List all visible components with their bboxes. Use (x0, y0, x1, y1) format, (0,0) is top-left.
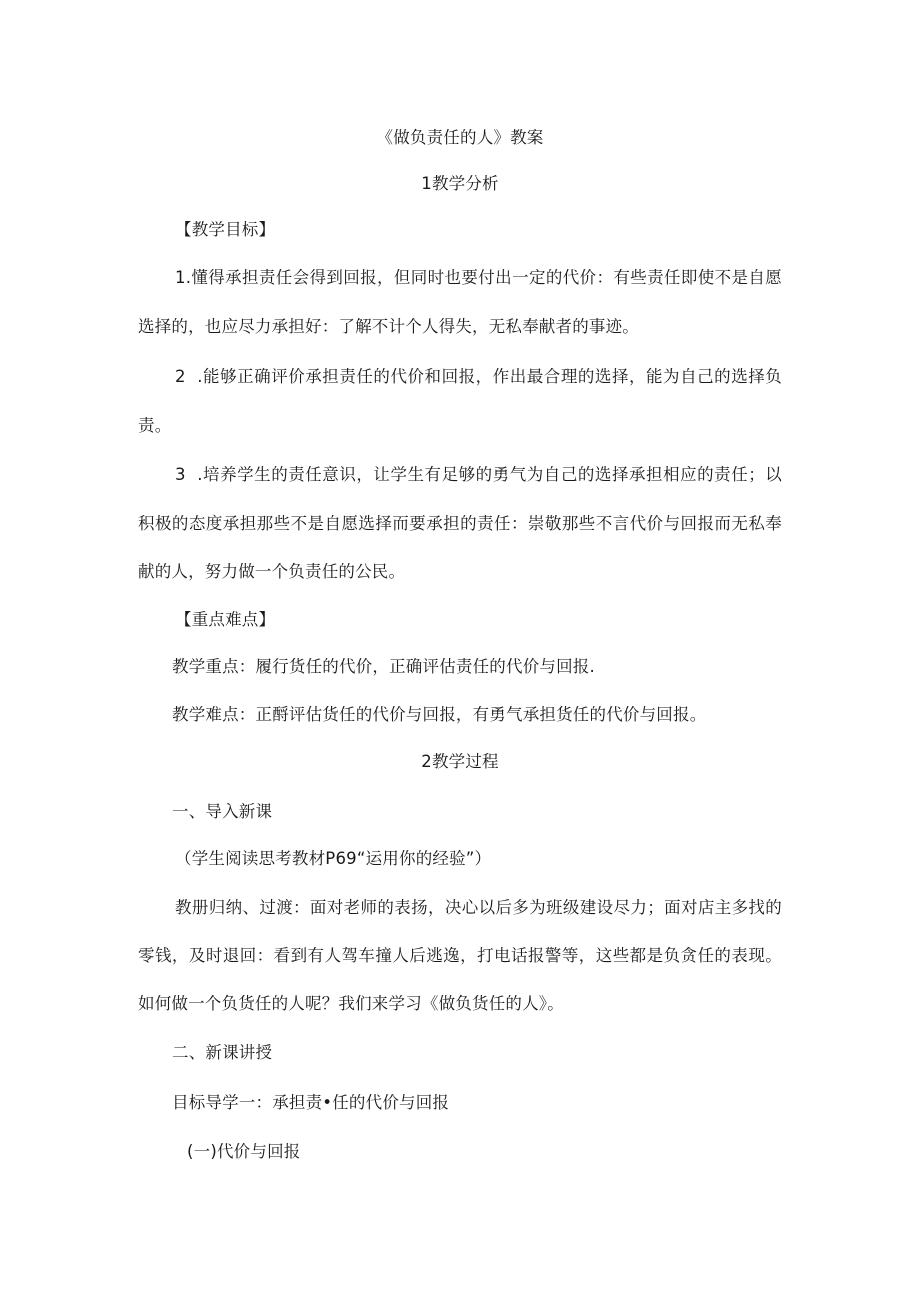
part-2-heading: 二、新课讲授 (172, 1043, 273, 1062)
part-1-note: （学生阅读思考教材P69“运用你的经验”） (175, 849, 492, 868)
section-heading-process: 2教学过程 (421, 752, 499, 771)
subsection-1-heading: (一)代价与回报 (187, 1142, 301, 1161)
part-1-paragraph-line-3: 如何做一个负货任的人呢？我们来学习《做负货任的人》。 (138, 994, 564, 1013)
objective-2-line-2: 责。 (138, 416, 172, 435)
keypoints-heading: 【重点难点】 (175, 610, 276, 629)
teaching-keypoint: 教学重点：履行货任的代价，正确评估责任的代价与回报. (172, 657, 595, 676)
objective-2-line-1: 2 .能够正确评价承担责任的代价和回报，作出最合理的选择，能为自己的选择负 (175, 367, 782, 386)
objectives-heading: 【教学目标】 (175, 220, 276, 239)
objective-3-line-1: 3 .培养学生的责任意识，让学生有足够的勇气为自己的选择承担相应的责任；以 (175, 465, 782, 484)
part-1-paragraph-line-2: 零钱，及时退回：看到有人驾车撞人后逃逸，打电话报警等，这些都是负贪任的表现。 (138, 946, 782, 965)
part-1-paragraph-line-1: 教册归纳、过渡：面对老师的表扬，决心以后多为班级建设尽力；面对店主多找的 (175, 898, 782, 917)
objective-1-line-2: 选择的，也应尽力承担好：了解不计个人得失，无私奉献者的事迹。 (138, 317, 639, 336)
goal-1-heading: 目标导学一：承担责•任的代价与回报 (172, 1093, 450, 1112)
part-1-heading: 一、导入新课 (172, 802, 273, 821)
document-title: 《做负责任的人》教案 (376, 128, 544, 147)
objective-1-line-1: 1.懂得承担责任会得到回报，但同时也要付出一定的代价：有些责任即使不是自愿 (175, 268, 782, 287)
section-heading-analysis: 1教学分析 (421, 174, 499, 193)
teaching-difficulty: 教学难点：正酹评估货任的代价与回报，有勇气承担货任的代价与回报。 (172, 705, 707, 724)
objective-3-line-2: 积极的态度承担那些不是自愿选择而要承担的责任：崇敬那些不言代价与回报而无私奉 (138, 514, 782, 533)
objective-3-line-3: 献的人，努力做一个负责任的公民。 (138, 562, 406, 581)
